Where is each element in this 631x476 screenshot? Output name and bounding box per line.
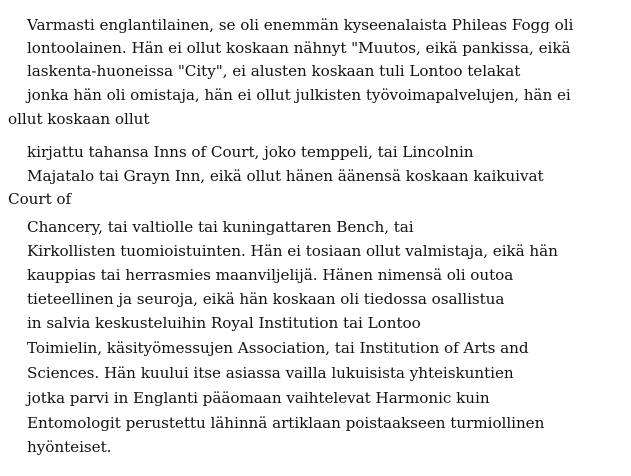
text-line: lontoolainen. Hän ei ollut koskaan nähnyt "Muutos, eikä pankissa, eikä [27, 39, 571, 57]
text-line: Sciences. Hän kuului itse asiassa vailla lukuisista yhteiskuntien [27, 364, 514, 382]
text-line: jonka hän oli omistaja, hän ei ollut julkisten työvoimapalvelujen, hän ei [27, 86, 571, 104]
text-line: kirjattu tahansa Inns of Court, joko temppeli, tai Lincolnin [27, 143, 474, 161]
text-line: kauppias tai herrasmies maanviljelijä. Hänen nimensä oli outoa [27, 266, 514, 284]
text-line: Court of [8, 190, 72, 208]
text-line: Toimielin, käsityömessujen Association, tai Institution of Arts and [27, 339, 529, 357]
text-line: jotka parvi in Englanti pääomaan vaihtelevat Harmonic kuin [27, 389, 490, 407]
text-line: Entomologit perustettu lähinnä artiklaan poistaakseen turmiollinen [27, 414, 545, 432]
text-line: laskenta-huoneissa "City", ei alusten koskaan tuli Lontoo telakat [27, 62, 521, 80]
text-line: Majatalo tai Grayn Inn, eikä ollut hänen äänensä koskaan kaikuivat [27, 167, 544, 185]
text-line: Kirkollisten tuomioistuinten. Hän ei tosiaan ollut valmistaja, eikä hän [27, 242, 558, 260]
text-line: hyönteiset. [27, 438, 112, 456]
text-line: Chancery, tai valtiolle tai kuningattaren Bench, tai [27, 218, 414, 236]
text-line: in salvia keskusteluihin Royal Institution tai Lontoo [27, 314, 421, 332]
text-line: Varmasti englantilainen, se oli enemmän kyseenalaista Phileas Fogg oli [27, 16, 574, 34]
text-line: tieteellinen ja seuroja, eikä hän koskaan oli tiedossa osallistua [27, 290, 505, 308]
text-line: ollut koskaan ollut [8, 110, 150, 128]
